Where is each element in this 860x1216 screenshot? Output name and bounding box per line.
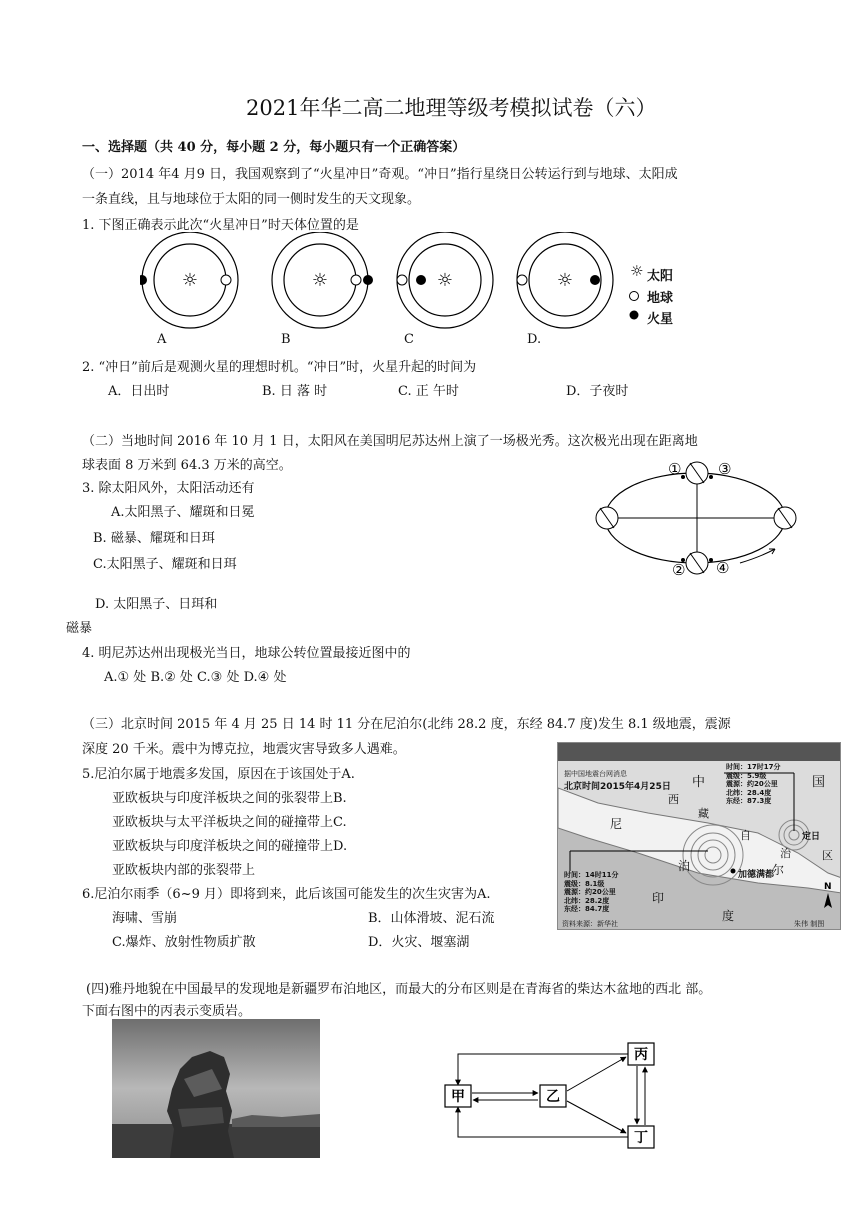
rock-cycle-diagram: [440, 1033, 680, 1155]
g4-intro-line2: 下面右图中的丙表示变质岩。: [82, 1004, 252, 1019]
map-char-er: 尔: [772, 863, 785, 877]
earth-right: [774, 507, 796, 529]
mars-icon: [416, 275, 426, 285]
map-dingri: 定日: [802, 832, 821, 842]
earth-icon: [517, 275, 527, 285]
map-char-du: 度: [722, 909, 735, 923]
node-ding: 丁: [634, 1130, 648, 1146]
map-char-yin: 印: [652, 891, 665, 905]
orbit-mark-3: ③: [718, 460, 732, 478]
legend-mars: 火星: [647, 312, 674, 327]
g2-intro-line1: （二）当地时间 2016 年 10 月 1 日，太阳风在美国明尼苏达州上演了一场极光秀。这次极光出现在距离地: [82, 434, 698, 449]
q5-option-c: 亚欧板块与印度洋板块之间的碰撞带上D.: [112, 839, 348, 854]
q3-option-b: B. 磁暴、耀斑和日珥: [93, 531, 215, 546]
q2-option-a: A．日出时: [108, 384, 170, 399]
question-4: 4. 明尼苏达州出现极光当日，地球公转位置最接近图中的: [82, 646, 411, 661]
g1-intro-line2: 一条直线，且与地球位于太阳的同一侧时发生的天文现象。: [82, 192, 421, 207]
mars-icon: [630, 311, 639, 320]
question-5: 5.尼泊尔属于地震多发国，原因在于该国处于A.: [82, 767, 355, 782]
q3-option-d-line1: D. 太阳黑子、日珥和: [95, 597, 218, 612]
sun-icon: ☼: [556, 270, 574, 291]
q2-option-d: D．子夜时: [566, 384, 629, 399]
question-2: 2. “冲日”前后是观测火星的理想时机。“冲日”时，火星升起的时间为: [82, 360, 477, 375]
question-3: 3. 除太阳风外，太阳活动还有: [82, 481, 255, 496]
diagram-a: [140, 232, 238, 328]
g1-intro-line1: （一）2014 年4 月9 日，我国观察到了“火星冲日”奇观。“冲日”指行星绕日公转运行到与地球、太阳成: [82, 167, 678, 182]
map-char-zang: 藏: [698, 807, 709, 820]
map-char-zhong: 中: [692, 775, 706, 790]
map-char-zi: 自: [740, 829, 751, 842]
node-jia: 甲: [451, 1089, 465, 1105]
question-6: 6.尼泊尔雨季（6~9 月）即将到来，此后该国可能发生的次生灾害为A.: [82, 887, 491, 902]
legend: [630, 262, 644, 320]
map-char-ni: 尼: [610, 817, 623, 831]
q6-option-d: D．火灾、堰塞湖: [368, 935, 470, 950]
sun-icon: ☼: [630, 262, 644, 280]
q3-option-c: C.太阳黑子、耀斑和日珥: [93, 557, 237, 572]
map-info-box-main: 时间：14时11分 震级：8.1级 震源：约20公里 北纬：28.2度 东经：84.7度: [564, 871, 619, 913]
node-bing: 丙: [634, 1047, 648, 1063]
g3-intro-line1: （三）北京时间 2015 年 4 月 25 日 14 时 11 分在尼泊尔(北纬 28.2 度，东经 84.7 度)发生 8.1 级地震，震源: [82, 717, 731, 732]
orbit-diagram: [590, 455, 810, 580]
q6-option-a: 海啸、雪崩: [112, 911, 178, 926]
map-header: 据中国地震台网消息: [564, 770, 627, 778]
q2-option-b: B. 日 落 时: [262, 384, 328, 399]
q3-option-d-line2: 磁暴: [66, 621, 93, 636]
question-1: 1. 下图正确表示此次“火星冲日”时天体位置的是: [82, 218, 359, 233]
earth-icon: [397, 275, 407, 285]
q6-option-c: C.爆炸、放射性物质扩散: [112, 935, 256, 950]
q4-options: A.① 处 B.② 处 C.③ 处 D.④ 处: [104, 670, 287, 685]
legend-sun: 太阳: [647, 269, 674, 284]
map-char-guo: 国: [812, 775, 826, 790]
earth-icon: [221, 275, 231, 285]
orbit-mark-2: ②: [672, 561, 686, 579]
orbit-mark-1: ①: [668, 460, 682, 478]
earth-bottom: [686, 552, 708, 574]
map-char-zhi: 治: [780, 847, 791, 860]
q6-option-b: B．山体滑坡、泥石流: [368, 911, 495, 926]
q2-option-c: C. 正 午时: [398, 384, 459, 399]
mars-icon: [363, 275, 373, 285]
g4-intro-line1: (四)雅丹地貌在中国最早的发现地是新疆罗布泊地区，而最大的分布区则是在青海省的柴达木盆地的西北 部。: [86, 982, 712, 997]
north-label: N: [824, 882, 832, 892]
node-yi: 乙: [546, 1089, 560, 1105]
diagram-c: [397, 232, 493, 328]
map-char-qu: 区: [822, 849, 833, 862]
label-d: D.: [527, 332, 542, 347]
map-char-xi: 西: [668, 793, 679, 806]
q3-option-a: A.太阳黑子、耀斑和日冕: [111, 505, 255, 520]
nepal-earthquake-map: [557, 742, 841, 930]
map-credit: 朱伟 制图: [794, 920, 825, 928]
legend-earth: 地球: [647, 291, 674, 306]
earth-icon: [630, 292, 639, 301]
g2-intro-line2: 球表面 8 万米到 64.3 万米的高空。: [82, 458, 292, 473]
earth-left: [596, 507, 618, 529]
mars-icon: [140, 275, 147, 285]
diagram-d: [517, 232, 613, 328]
q5-option-d: 亚欧板块内部的张裂带上: [112, 863, 256, 878]
map-char-bo: 泊: [678, 859, 691, 873]
orbit-mark-4: ④: [716, 559, 730, 577]
section-heading: 一、选择题（共 40 分，每小题 2 分，每小题只有一个正确答案）: [82, 140, 466, 155]
q5-option-b: 亚欧板块与太平洋板块之间的碰撞带上C.: [112, 815, 347, 830]
yardang-photo: [112, 1019, 320, 1158]
earth-icon: [351, 275, 361, 285]
q5-option-a: 亚欧板块与印度洋板块之间的张裂带上B.: [112, 791, 347, 806]
diagram-b: [272, 232, 373, 328]
mars-icon: [590, 275, 600, 285]
sun-icon: ☼: [436, 270, 454, 291]
sun-icon: ☼: [181, 270, 199, 291]
sun-icon: ☼: [311, 270, 329, 291]
page-title: 2021年华二高二地理等级考模拟试卷（六）: [246, 96, 657, 120]
planet-diagrams: [140, 232, 700, 347]
label-c: C: [404, 332, 414, 347]
g3-intro-line2: 深度 20 千米。震中为博克拉，地震灾害导致多人遇难。: [82, 742, 406, 757]
map-beijing-time: 北京时间2015年4月25日: [564, 782, 671, 792]
map-info-box-dingri: 时间：17时17分 震级：5.9级 震源：约20公里 北纬：28.4度 东经：87.3度: [726, 763, 781, 805]
earth-top: [686, 462, 708, 484]
map-source: 资料来源：新华社: [562, 920, 618, 928]
label-b: B: [281, 332, 291, 347]
label-a: A: [157, 332, 167, 347]
map-kathmandu: 加德满都: [738, 870, 775, 880]
